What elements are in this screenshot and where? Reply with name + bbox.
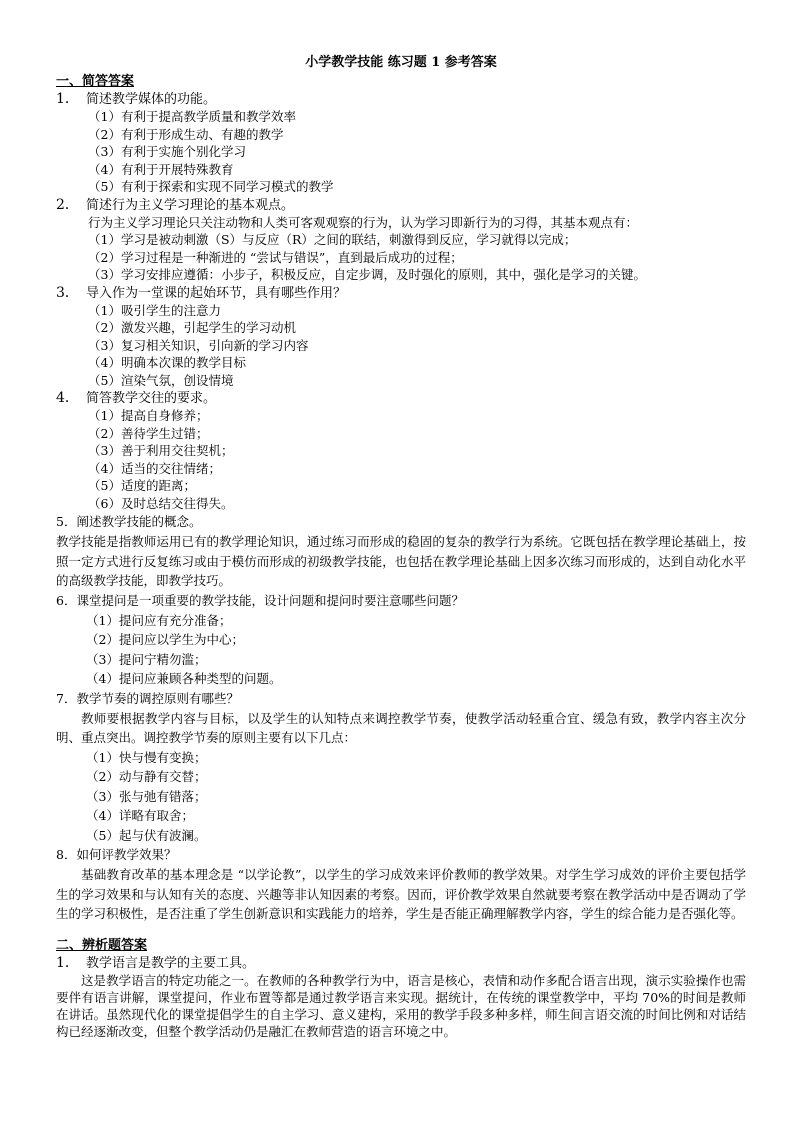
- list-item: （4）有利于开展特殊教育: [88, 161, 234, 177]
- list-item: （2）有利于形成生动、有趣的教学: [88, 126, 284, 142]
- section-heading-short-answers: 一、简答答案: [56, 74, 135, 89]
- list-item: （4）提问应兼顾各种类型的问题。: [86, 671, 282, 686]
- list-item: （2）善待学生过错；: [88, 425, 209, 441]
- question-3: [56, 284, 746, 302]
- list-item: （3）复习相关知识，引向新的学习内容: [88, 337, 309, 353]
- list-item: （1）提高自身修养；: [88, 408, 209, 423]
- list-item: （1）提问应有充分准备；: [86, 612, 232, 628]
- question-2: [56, 196, 746, 214]
- question-number: 3．: [56, 284, 79, 301]
- question-text: 简答教学交往的要求。: [86, 391, 217, 406]
- list-item: （1）有利于提高教学质量和教学效率: [88, 109, 296, 124]
- question-number: 1．: [56, 91, 79, 107]
- question-number: 2．: [56, 196, 79, 213]
- question-text: 教学语言是教学的主要工具。: [86, 955, 256, 971]
- question-8: 8．如何评教学效果？: [56, 847, 177, 862]
- question-text: 简述教学媒体的功能。: [86, 92, 217, 107]
- list-item: （1）学习是被动刺激（S）与反应（R）之间的联结，刺激得到反应，学习就得以完成；: [88, 232, 577, 247]
- question-7: 7．教学节奏的调控原则有哪些？: [56, 690, 239, 706]
- list-item: （2）动与静有交替；: [86, 769, 207, 784]
- section-heading-analysis: 二、辨析题答案: [56, 937, 148, 953]
- list-item: （4）详略有取舍；: [86, 808, 194, 823]
- list-item: （4）明确本次课的教学目标: [88, 355, 246, 370]
- list-item: （6）及时总结交往得失。: [88, 495, 234, 511]
- question-6: 6．课堂提问是一项重要的教学技能，设计问题和提问时要注意哪些问题？: [56, 592, 464, 608]
- answer-intro: 行为主义学习理论只关注动物和人类可客观观察的行为，认为学习即新行为的习得，其基本观点有：: [88, 214, 639, 230]
- list-item: （1）快与慢有变换；: [86, 749, 207, 765]
- list-item: （2）激发兴趣，引起学生的学习动机: [88, 320, 296, 335]
- answer-paragraph: 基础教育改革的基本理念是 “以学论教”，以学生的学习成效来评价教师的教学效果。对学生学习成效的评价主要包括学生的学习效果和与认知有关的态度、兴趣等非认知因素的考察。因而，评价教学效果自然就要考察在教学活动中是否调动了学生的学习积极性，是否注重了学生创新意识和实践能力的培养，学生是否能正确理解教学内容，学生的综合能力是否强化等。: [56, 867, 746, 921]
- list-item: （5）渲染气氛，创设情境: [88, 372, 234, 388]
- answer-paragraph: 教师要根据教学内容与目标，以及学生的认知特点来调控教学节奏，使教学活动轻重合宜、缓急有致，教学内容主次分明、重点突出。调控教学节奏的原则主要有以下几点：: [56, 710, 746, 745]
- question-text: 导入作为一堂课的起始环节，具有哪些作用？: [86, 285, 347, 301]
- list-item: （2）提问应以学生为中心；: [86, 632, 244, 647]
- question-number: 1．: [56, 954, 79, 971]
- list-item: （3）有利于实施个别化学习: [88, 144, 246, 159]
- list-item: （3）提问宁精勿滥；: [86, 651, 207, 667]
- list-item: （3）张与弛有错落；: [86, 788, 207, 804]
- list-item: （4）适当的交往情绪；: [88, 460, 221, 476]
- document-title: 小学教学技能 练习题 1 参考答案: [305, 55, 497, 70]
- answer-paragraph: 这是教学语言的特定功能之一。在教师的各种教学行为中，语言是核心，表情和动作多配合语言出现，演示实验操作也需要伴有语言讲解，课堂提问，作业布置等都是通过教学语言来实现。据统计，在传统的课堂教学中，平均 70%的时间是教师在讲话。虽然现代化的课堂提倡学生的自主学习、意义建构，采用的教学手段多种多样，师生间言语交流的时间比例和对话结构已经逐渐改变，但整个教学活动仍是融汇在教师营造的语言环境之中。: [56, 972, 746, 1039]
- question-4: [56, 389, 746, 407]
- list-item: （5）适度的距离；: [88, 478, 196, 493]
- list-item: （1）吸引学生的注意力: [88, 302, 221, 318]
- list-item: （5）起与伏有波澜。: [86, 827, 207, 843]
- document-page: [56, 52, 746, 1040]
- list-item: （3）善于利用交往契机；: [88, 443, 234, 458]
- answer-paragraph: 教学技能是指教师运用已有的教学理论知识，通过练习而形成的稳固的复杂的教学行为系统。它既包括在教学理论基础上，按照一定方式进行反复练习或由于模仿而形成的初级教学技能，也包括在教学理论基础上因多次练习而形成的，达到自动化水平的高级教学技能，即教学技巧。: [56, 534, 746, 588]
- list-item: （3）学习安排应遵循：小步子，积极反应，自定步调，及时强化的原则，其中，强化是学习的关键。: [88, 267, 646, 282]
- question-1: [56, 90, 746, 108]
- question-5: 5．阐述教学技能的概念。: [56, 514, 202, 529]
- analysis-question-1: [56, 954, 746, 972]
- question-number: 4．: [56, 390, 79, 406]
- question-text: 简述行为主义学习理论的基本观点。: [86, 197, 295, 213]
- list-item: （5）有利于探索和实现不同学习模式的教学: [88, 179, 334, 194]
- list-item: （2）学习过程是一种渐进的 “尝试与错误”，直到最后成功的过程；: [88, 249, 463, 265]
